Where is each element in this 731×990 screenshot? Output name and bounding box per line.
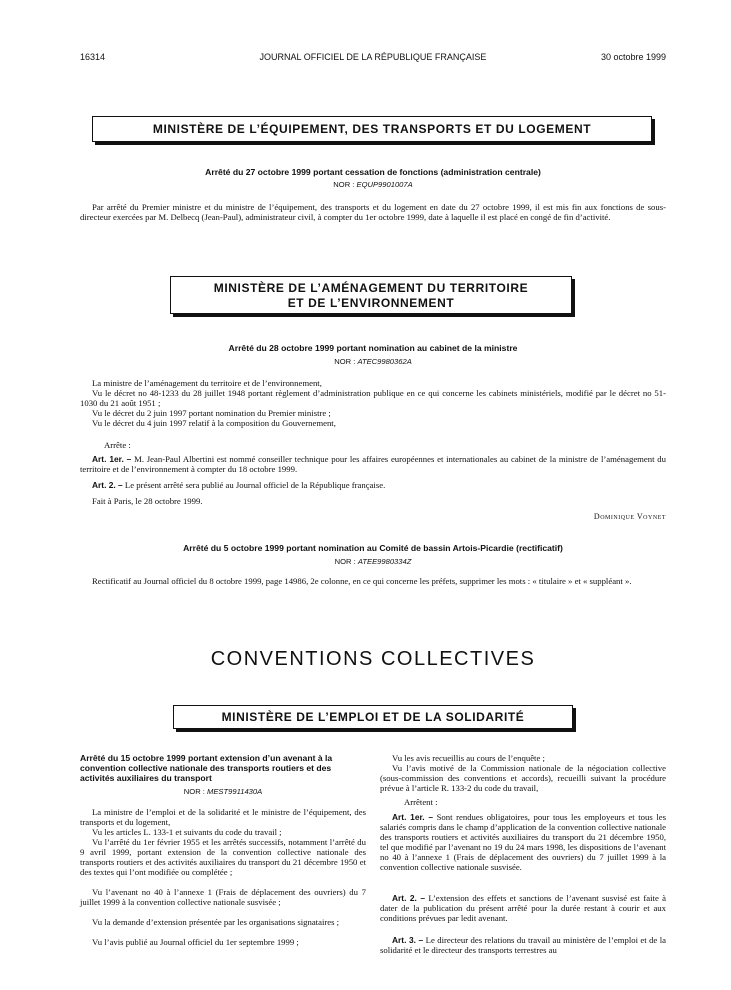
- decree-title: Arrêté du 28 octobre 1999 portant nomination au cabinet de la ministre: [228, 343, 518, 353]
- section-heading: CONVENTIONS COLLECTIVES: [210, 648, 536, 670]
- ministry-name-line2: ET DE L’ENVIRONNEMENT: [287, 296, 455, 310]
- visa-line: Vu le décret du 2 juin 1997 portant nomination du Premier ministre ;: [92, 408, 331, 418]
- ministry-box-emploi: [173, 705, 573, 729]
- rectificatif-body: Rectificatif au Journal officiel du 8 octobre 1999, page 14986, 2e colonne, en ce qui concerne les préfets, supprimer les mots : « titulaire » et « suppléant ».: [92, 576, 632, 586]
- page-header: [80, 52, 666, 66]
- decree-body: Par arrêté du Premier ministre et du ministre de l’équipement, des transports et du logement en date du 27 octobre 1999, il est mis fin aux fonctions de sous-directeur exercées par M. Delbecq (Jean-Paul), administrateur civil, à compter du 1er octobre 1999, date à laquelle il est placé en congé de fin d’activité.: [80, 202, 666, 222]
- ministry-name: MINISTÈRE DE L’EMPLOI ET DE LA SOLIDARITÉ: [221, 710, 525, 724]
- ministry-box-amenagement: [170, 276, 572, 314]
- visa-line: La ministre de l’aménagement du territoire et de l’environnement,: [92, 378, 322, 388]
- article-1: Art. 1er. – M. Jean-Paul Albertini est nommé conseiller technique pour les affaires européennes et internationales au cabinet de la ministre de l’aménagement du territoire et de l’environnement à compter du 18 octobre 1999.: [80, 454, 666, 474]
- visa-line: Vu les articles L. 133-1 et suivants du code du travail ;: [92, 827, 282, 837]
- ministry-name-line1: MINISTÈRE DE L’AMÉNAGEMENT DU TERRITOIRE: [213, 281, 529, 295]
- decree-title: Arrêté du 15 octobre 1999 portant extension d’un avenant à la convention collective nationale des transports routiers et des activités auxiliaires du transport: [80, 753, 333, 783]
- page-number: 16314: [80, 52, 106, 62]
- article-3: Art. 3. – Le directeur des relations du travail au ministère de l’emploi et de la solidarité et le directeur des transports terrestres au: [380, 935, 666, 955]
- visa-line: La ministre de l’emploi et de la solidarité et le ministre de l’équipement, des transports et du logement,: [80, 807, 366, 827]
- nor-reference: NOR : ATEE9980334Z: [334, 557, 412, 566]
- visa-line: Vu les avis recueillis au cours de l’enquête ;: [392, 753, 545, 763]
- decree-title: Arrêté du 27 octobre 1999 portant cessation de fonctions (administration centrale): [205, 167, 541, 177]
- ministry-box-equipement: [92, 116, 652, 142]
- visa-line: Vu l’arrêté du 1er février 1955 et les arrêtés successifs, notamment l’arrêté du 9 avril 1999, portant extension de la convention collective nationale des transports routiers et des activités auxiliaires du transport du 21 décembre 1950 et des textes qui l’ont modifiée ou complétée ;: [80, 837, 366, 877]
- article-1: Art. 1er. – Sont rendues obligatoires, pour tous les employeurs et tous les salariés compris dans le champ d’application de la convention collective nationale des transports routiers et activités auxiliaires du transport du 21 décembre 1950, tel que modifié par l’avenant no 19 du 24 mars 1998, les dispositions de l’avenant no 40 à l’annexe 1 (Frais de déplacement des ouvriers) du 7 juillet 1999 à la convention collective nationale susvisée.: [380, 812, 666, 872]
- decree-title: Arrêté du 5 octobre 1999 portant nomination au Comité de bassin Artois-Picardie (rectificatif): [183, 543, 563, 553]
- visa-line: Vu l’avis publié au Journal officiel du 1er septembre 1999 ;: [92, 937, 299, 947]
- nor-reference: NOR : MEST9911430A: [183, 787, 263, 796]
- nor-reference: NOR : ATEC9980362A: [334, 357, 412, 366]
- arretent-label: Arrêtent :: [404, 797, 438, 807]
- visa-line: Vu le décret du 4 juin 1997 relatif à la composition du Gouvernement,: [92, 418, 336, 428]
- visa-line: Vu le décret no 48-1233 du 28 juillet 1948 portant règlement d’administration publique en ce qui concerne les cabinets ministériels, modifié par le décret no 51-1030 du 21 août 1951 ;: [80, 388, 666, 408]
- arrete-label: Arrête :: [104, 440, 131, 450]
- article-2: Art. 2. – L’extension des effets et sanctions de l’avenant susvisé est faite à dater de la publication du présent arrêté pour la durée restant à courir et aux conditions prévues par ledit avenant.: [380, 893, 666, 923]
- nor-reference: NOR : EQUP9901007A: [333, 180, 413, 189]
- ministry-name: MINISTÈRE DE L’ÉQUIPEMENT, DES TRANSPORTS ET DU LOGEMENT: [152, 122, 592, 136]
- visa-line: Vu l’avis motivé de la Commission nationale de la négociation collective (sous-commission des conventions et accords), recueilli suivant la procédure prévue à l’article R. 133-2 du code du travail,: [380, 763, 666, 793]
- issue-date: 30 octobre 1999: [600, 52, 666, 62]
- done-at: Fait à Paris, le 28 octobre 1999.: [92, 496, 203, 506]
- signature: Dominique Voynet: [593, 512, 666, 521]
- journal-title: JOURNAL OFFICIEL DE LA RÉPUBLIQUE FRANÇAISE: [259, 52, 487, 62]
- article-2: Art. 2. – Le présent arrêté sera publié au Journal officiel de la République française.: [92, 480, 386, 490]
- visa-line: Vu l’avenant no 40 à l’annexe 1 (Frais de déplacement des ouvriers) du 7 juillet 1999 à la convention collective nationale susvisée ;: [80, 887, 366, 907]
- visa-line: Vu la demande d’extension présentée par les organisations signataires ;: [92, 917, 340, 927]
